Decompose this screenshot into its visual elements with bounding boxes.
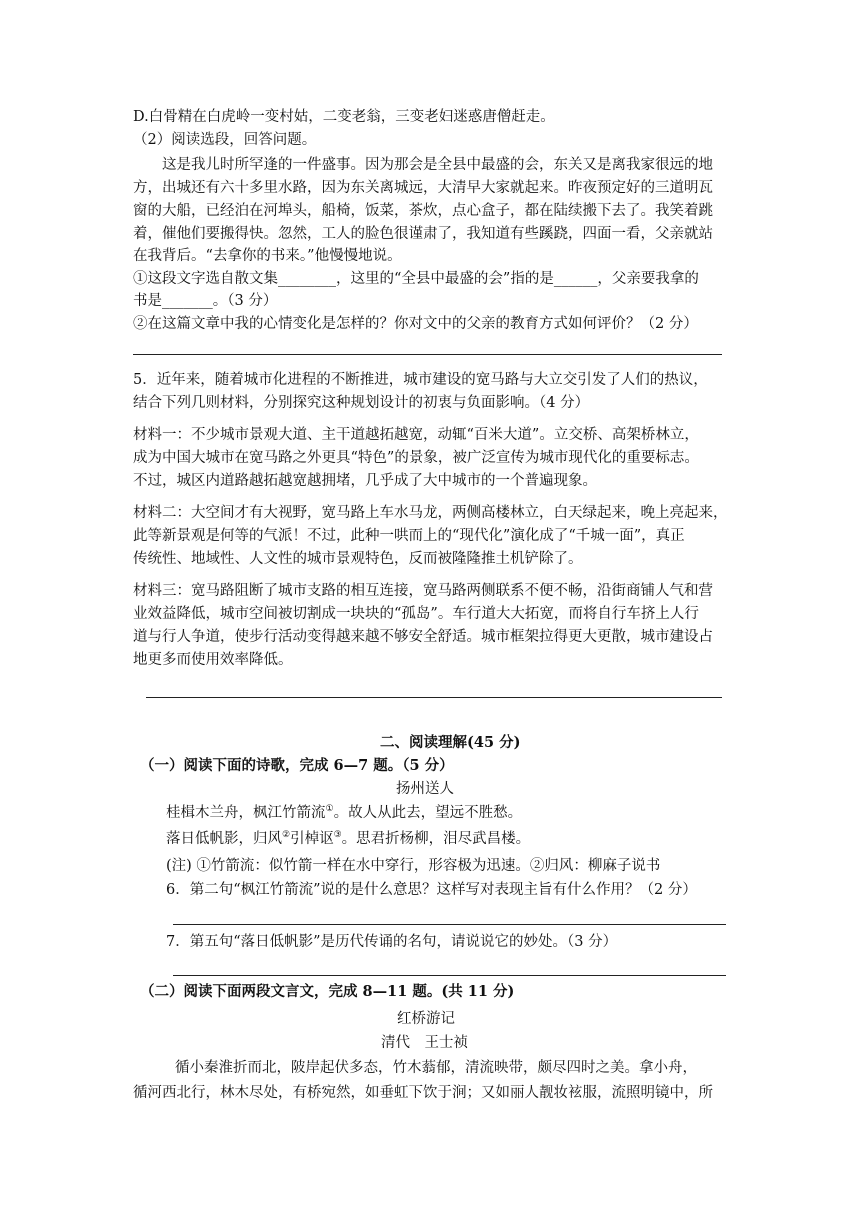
material-3-line: 材料三：宽马路阻断了城市支路的相互连接，宽马路两侧联系不便不畅，沿街商铺人气和营 <box>133 583 713 599</box>
part-1-title: （一）阅读下面的诗歌，完成 6—7 题。（5 分） <box>140 757 454 774</box>
material-1-line: 不过，城区内道路越拓越宽越拥堵，几乎成了大中城市的一个普遍现象。 <box>133 473 597 489</box>
question-6: 6．第二句“枫江竹箭流”说的是什么意思？这样写对表现主旨有什么作用？（2 分） <box>166 882 697 898</box>
prose-title: 红桥游记 <box>397 1011 455 1027</box>
question-4-2-2: ②在这篇文章中我的心情变化是怎样的？你对文中的父亲的教育方式如何评价？（2 分） <box>133 316 698 332</box>
answer-line <box>173 975 726 976</box>
note-marker-3: ③ <box>333 830 342 841</box>
material-2-line: 传统性、地域性、人文性的城市景观特色，反而被隆隆推土机铲除了。 <box>133 551 583 567</box>
material-3-line: 地更多而使用效率降低。 <box>133 652 293 668</box>
answer-line <box>173 924 726 925</box>
poem-line-2: 落日低帆影，归风②引棹讴③。思君折杨柳，泪尽武昌楼。 <box>166 830 531 847</box>
answer-line <box>146 697 722 698</box>
answer-line <box>133 354 722 355</box>
material-2-line: 此等新景观是何等的气派！不过，此种一哄而上的“现代化”演化成了“千城一面”，真正 <box>133 528 685 544</box>
poem-line-1: 桂楫木兰舟，枫江竹箭流①。故人从此去，望远不胜愁。 <box>166 804 523 821</box>
material-1-line: 材料一：不少城市景观大道、主干道越拓越宽，动辄“百米大道”。立交桥、高架桥林立， <box>133 427 699 443</box>
material-3-line: 业效益降低，城市空间被切割成一块块的“孤岛”。车行道大大拓宽，而将自行车挤上人行 <box>133 606 699 622</box>
sub-question-2-title: （2）阅读选段，回答问题。 <box>133 132 317 148</box>
poem-title: 扬州送人 <box>396 781 454 797</box>
question-4-2-1-cont: 书是_______。（3 分） <box>133 293 278 309</box>
question-4-2-1: ①这段文字选自散文集________，这里的“全县中最盛的会”指的是______，父亲要我拿的 <box>133 271 699 287</box>
part-2-title: （二）阅读下面两段文言文，完成 8—11 题。(共 11 分) <box>140 983 515 1000</box>
note-marker-1: ① <box>325 804 334 815</box>
note-marker-2: ② <box>282 830 291 841</box>
poem-note: (注) ①竹箭流：似竹箭一样在水中穿行，形容极为迅速。②归风：柳麻子说书 <box>166 858 661 874</box>
passage-line: 方，出城还有六十多里水路，因为东关离城远，大清早大家就起来。昨夜预定好的三道明瓦 <box>133 180 713 196</box>
material-1-line: 成为中国大城市在宽马路之外更具“特色”的景象，被广泛宣传为城市现代化的重要标志。 <box>133 450 699 466</box>
passage-line: 窗的大船，已经泊在河埠头，船椅，饭菜，茶炊，点心盒子，都在陆续搬下去了。我笑着跳 <box>133 203 713 219</box>
prose-line: 循河西北行，林木尽处，有桥宛然，如垂虹下饮于涧；又如丽人靓妆袨服，流照明镜中，所 <box>133 1085 713 1101</box>
prose-author: 清代 王士祯 <box>381 1035 468 1051</box>
passage-line: 在我背后。“去拿你的书来。”他慢慢地说。 <box>133 248 402 264</box>
question-7: 7．第五句“落日低帆影”是历代传诵的名句，请说说它的妙处。（3 分） <box>166 934 618 950</box>
prose-line: 循小秦淮折而北，陂岸起伏多态，竹木蓊郁，清流映带，颇尽四时之美。拿小舟， <box>175 1060 697 1076</box>
question-5-intro: 5．近年来，随着城市化进程的不断推进，城市建设的宽马路与大立交引发了人们的热议， <box>133 372 708 388</box>
section-title: 二、阅读理解(45 分) <box>380 734 521 751</box>
option-d: D.白骨精在白虎岭一变村姑，二变老翁，三变老妇迷惑唐僧赶走。 <box>133 109 555 125</box>
passage-line: 着，催他们要搬得快。忽然，工人的脸色很谨肃了，我知道有些蹊跷，四面一看，父亲就站 <box>133 226 713 242</box>
material-3-line: 道与行人争道，使步行活动变得越来越不够安全舒适。城市框架拉得更大更散，城市建设占 <box>133 629 713 645</box>
passage-line: 这是我儿时所罕逢的一件盛事。因为那会是全县中最盛的会，东关又是离我家很远的地 <box>162 157 713 173</box>
question-5-intro: 结合下列几则材料，分别探究这种规划设计的初衷与负面影响。（4 分） <box>133 395 590 411</box>
material-2-line: 材料二：大空间才有大视野，宽马路上车水马龙，两侧高楼林立，白天绿起来，晚上亮起来， <box>133 505 728 521</box>
